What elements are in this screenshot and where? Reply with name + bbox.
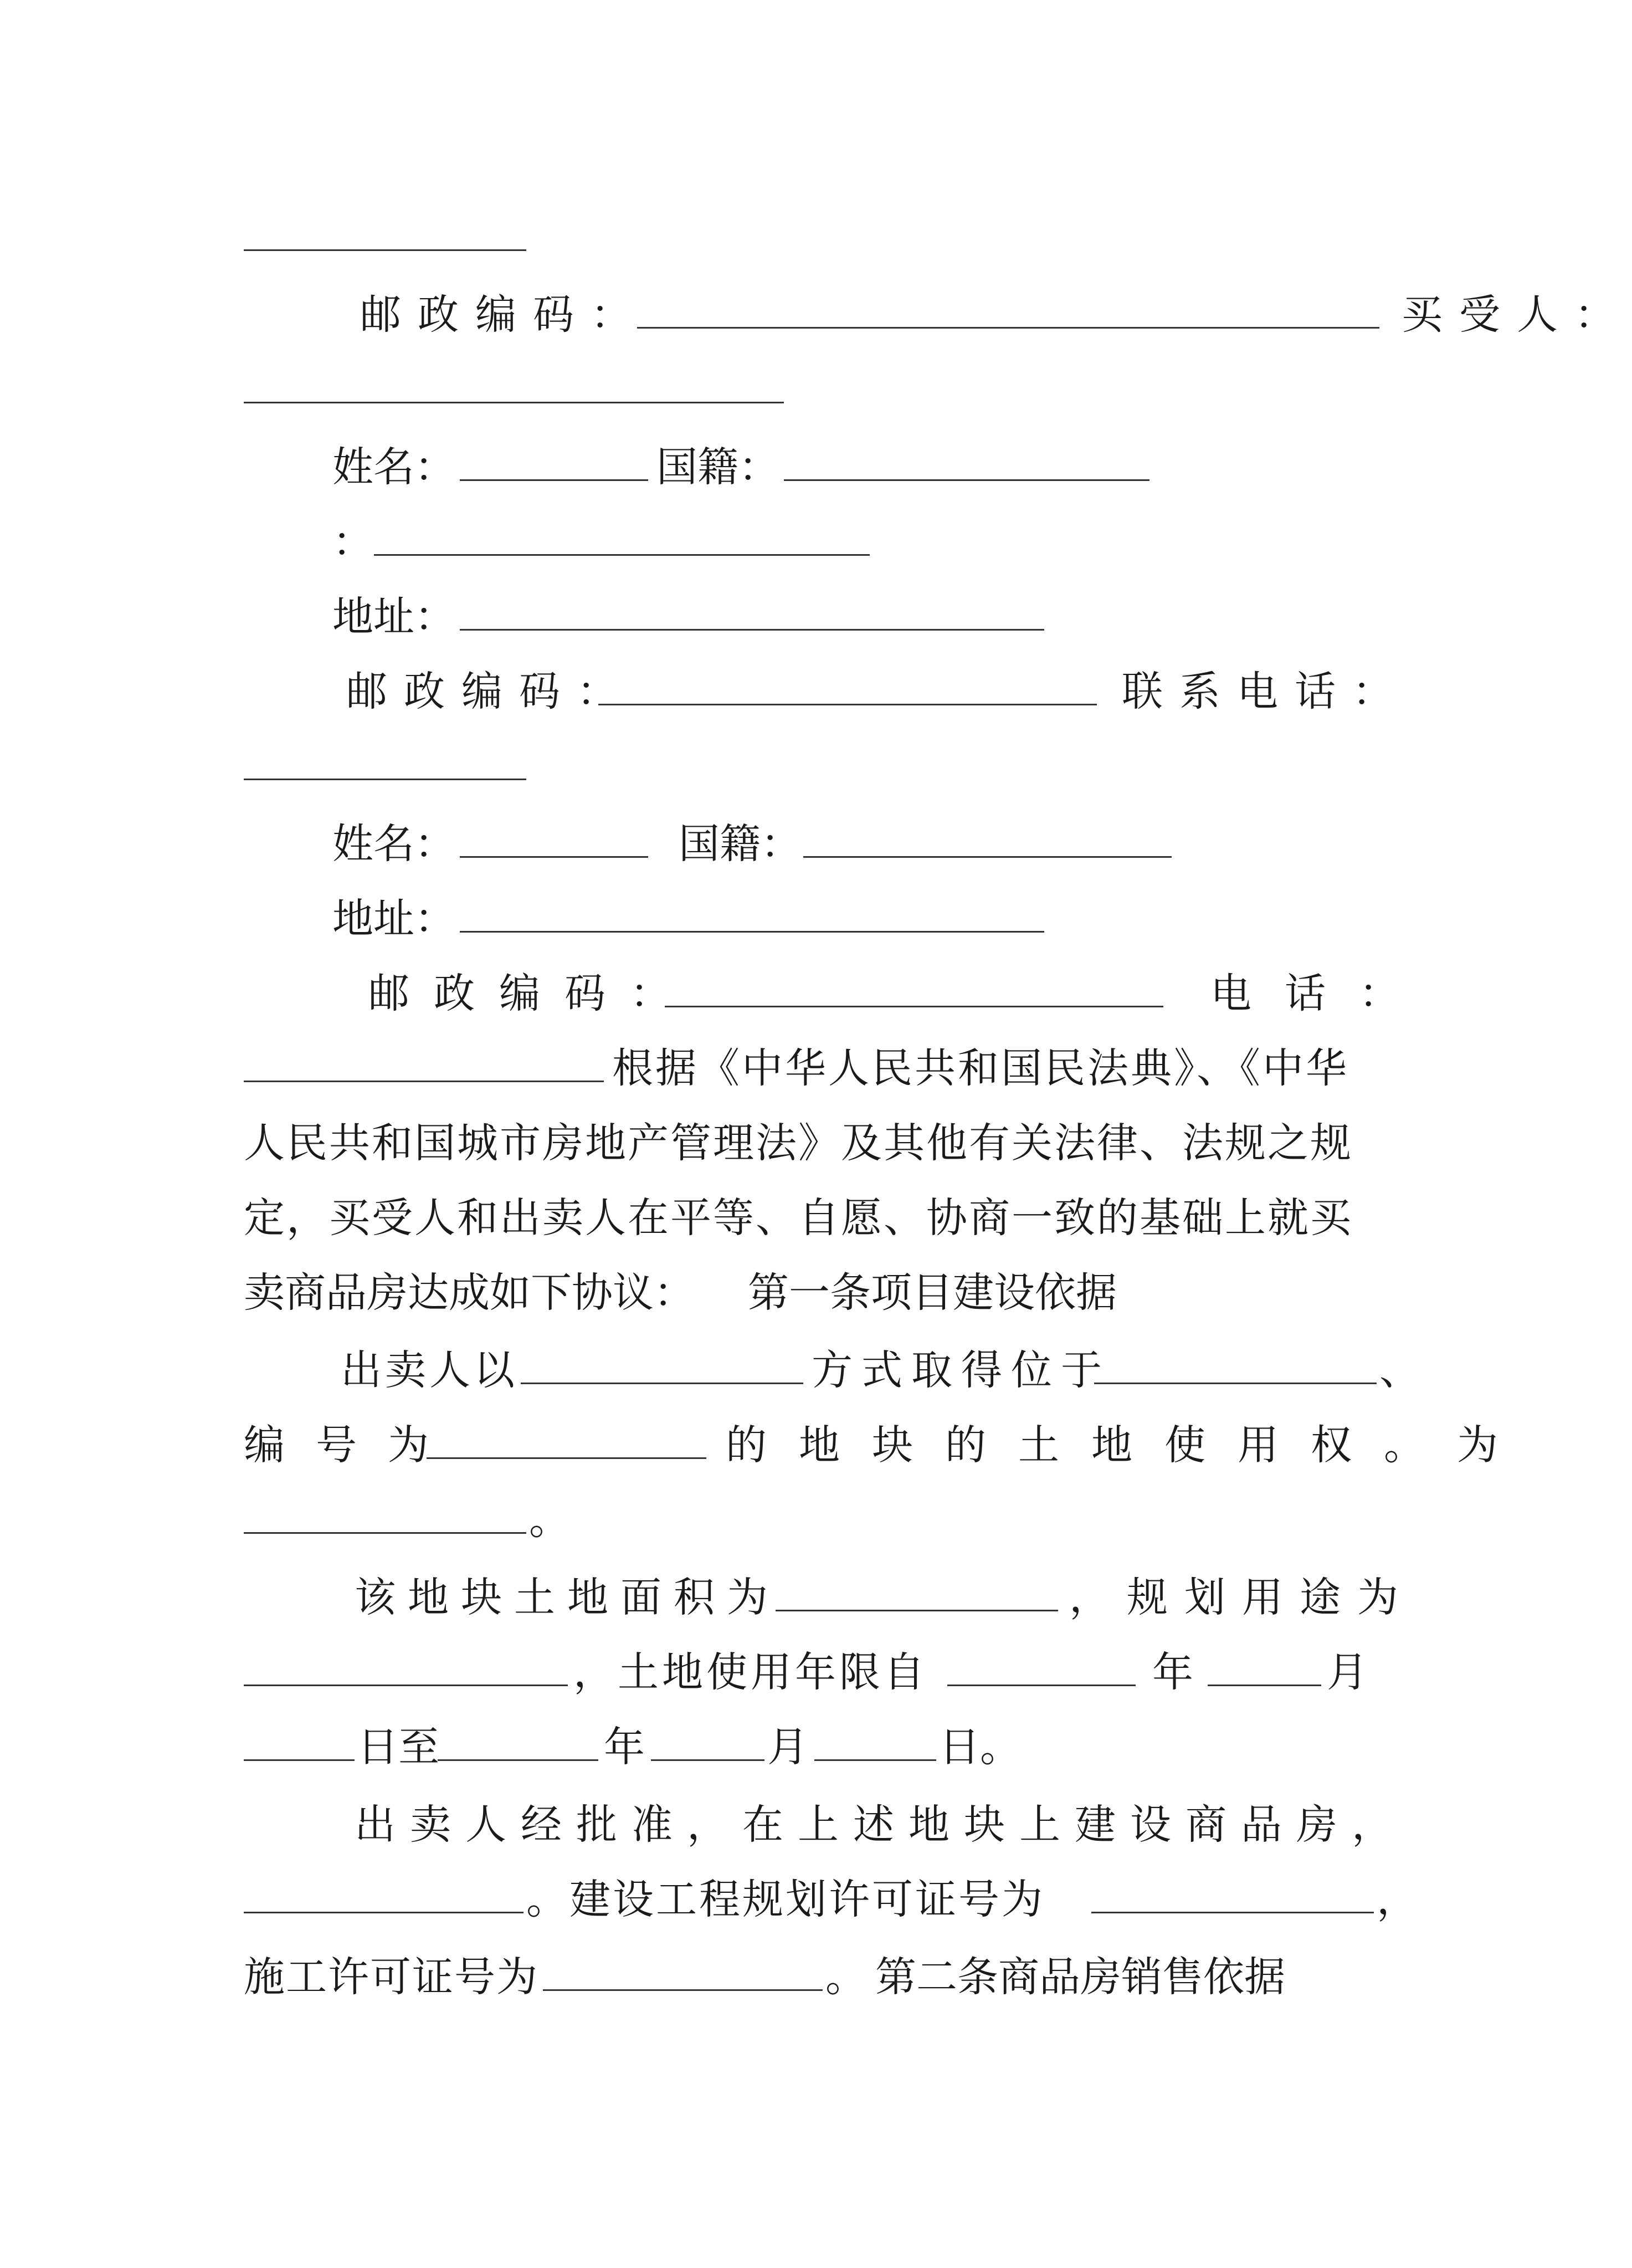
preamble-text: 卖商品房达成如下协议： xyxy=(244,1269,695,1317)
planned-use-field[interactable] xyxy=(244,1646,568,1686)
start-year-field[interactable] xyxy=(947,1646,1136,1686)
preamble-text: 根据《中华人民共和国民法典》、《中华 xyxy=(612,1045,1349,1092)
text-line xyxy=(244,1191,1368,1245)
article1-text: 年 xyxy=(1152,1648,1193,1696)
article1-text: 方式取得位于 xyxy=(812,1347,1111,1394)
seller-postal-label: 邮政编码： xyxy=(360,291,648,339)
article1-text: 。 xyxy=(529,1496,570,1544)
buyer1-address-field[interactable] xyxy=(460,590,1044,631)
article1-text: 出卖人经批准，在上述地块上建设商品房， xyxy=(355,1801,1407,1849)
plot-number-field[interactable] xyxy=(427,1419,706,1459)
buyer1-postal-field[interactable] xyxy=(598,665,1097,705)
preamble-text: 人民共和国城市房地产管理法》及其他有关法律、法规之规 xyxy=(244,1119,1353,1167)
buyer1-nationality-field[interactable] xyxy=(784,441,1149,481)
buyer2-name-field[interactable] xyxy=(460,817,648,858)
buyer2-nationality-field[interactable] xyxy=(803,817,1172,858)
end-month-field[interactable] xyxy=(651,1721,764,1761)
buyer1-name-label: 姓名： xyxy=(332,443,455,491)
article1-text: 。建设工程规划许可证号为 xyxy=(526,1876,1045,1923)
buyer-field[interactable] xyxy=(244,363,784,403)
article1-text: 该地块土地面积为 xyxy=(355,1574,780,1621)
article1-text: ， xyxy=(1377,1876,1418,1923)
article1-title: 第一条项目建设依据 xyxy=(748,1269,1117,1317)
article1-text: ，规划用途为 xyxy=(1069,1574,1415,1621)
article1-text: 、 xyxy=(1379,1347,1420,1394)
article1-text: 施工许可证号为 xyxy=(244,1953,538,2001)
buyer2-address-field[interactable] xyxy=(460,892,1044,933)
purpose-field[interactable] xyxy=(244,1493,526,1534)
buyer1-colon-label: ： xyxy=(332,518,373,566)
end-year-field[interactable] xyxy=(438,1721,598,1761)
text-line xyxy=(244,1266,1368,1319)
building-field[interactable] xyxy=(244,1873,524,1913)
text-line xyxy=(244,1117,1368,1170)
article1-text: 年 xyxy=(604,1723,645,1771)
article1-text: 。 xyxy=(825,1953,866,2001)
article1-text: 日至 xyxy=(357,1723,439,1771)
buyer1-phone-field[interactable] xyxy=(244,740,526,780)
planning-permit-field[interactable] xyxy=(1091,1873,1374,1913)
article1-text: 月 xyxy=(767,1723,808,1771)
land-area-field[interactable] xyxy=(776,1571,1058,1611)
buyer2-nationality-label: 国籍： xyxy=(679,820,802,868)
buyer1-phone-label: 联系电话： xyxy=(1122,668,1410,715)
start-month-field[interactable] xyxy=(1208,1646,1321,1686)
seller-postal-field[interactable] xyxy=(637,288,1379,329)
buyer-label: 买受人： xyxy=(1402,291,1632,339)
buyer1-nationality-label: 国籍： xyxy=(656,443,779,491)
preamble-text: 定，买受人和出卖人在平等、自愿、协商一致的基础上就买 xyxy=(244,1194,1353,1242)
buyer2-address-label: 地址： xyxy=(332,895,455,943)
location-field[interactable] xyxy=(1094,1344,1377,1384)
article1-text: 编号为 xyxy=(244,1421,460,1469)
buyer2-phone-label: 电话： xyxy=(1210,970,1433,1017)
construction-permit-field[interactable] xyxy=(543,1950,823,1991)
article1-text: 的地块的土地使用权。为 xyxy=(726,1421,1530,1469)
article1-text: ，土地使用年限自 xyxy=(573,1648,928,1696)
buyer2-phone-field[interactable] xyxy=(244,1042,604,1082)
buyer1-postal-label: 邮政编码： xyxy=(346,668,634,715)
article1-text: 出卖人以 xyxy=(341,1347,518,1394)
end-day-field[interactable] xyxy=(814,1721,936,1761)
article1-text: 月 xyxy=(1327,1648,1368,1696)
buyer1-colon-field[interactable] xyxy=(374,515,870,556)
buyer2-postal-label: 邮政编码： xyxy=(368,970,695,1017)
start-day-field[interactable] xyxy=(244,1721,355,1761)
acquire-method-field[interactable] xyxy=(521,1344,803,1384)
blank-field[interactable] xyxy=(244,211,526,251)
article2-title: 第二条商品房销售依据 xyxy=(875,1953,1285,2001)
buyer2-name-label: 姓名： xyxy=(332,820,455,868)
text-line xyxy=(244,363,1368,416)
buyer1-address-label: 地址： xyxy=(332,593,455,641)
buyer2-postal-field[interactable] xyxy=(665,967,1163,1007)
text-line xyxy=(244,740,1368,793)
article1-text: 日。 xyxy=(939,1723,1021,1771)
buyer1-name-field[interactable] xyxy=(460,441,648,481)
text-line xyxy=(244,211,1368,264)
